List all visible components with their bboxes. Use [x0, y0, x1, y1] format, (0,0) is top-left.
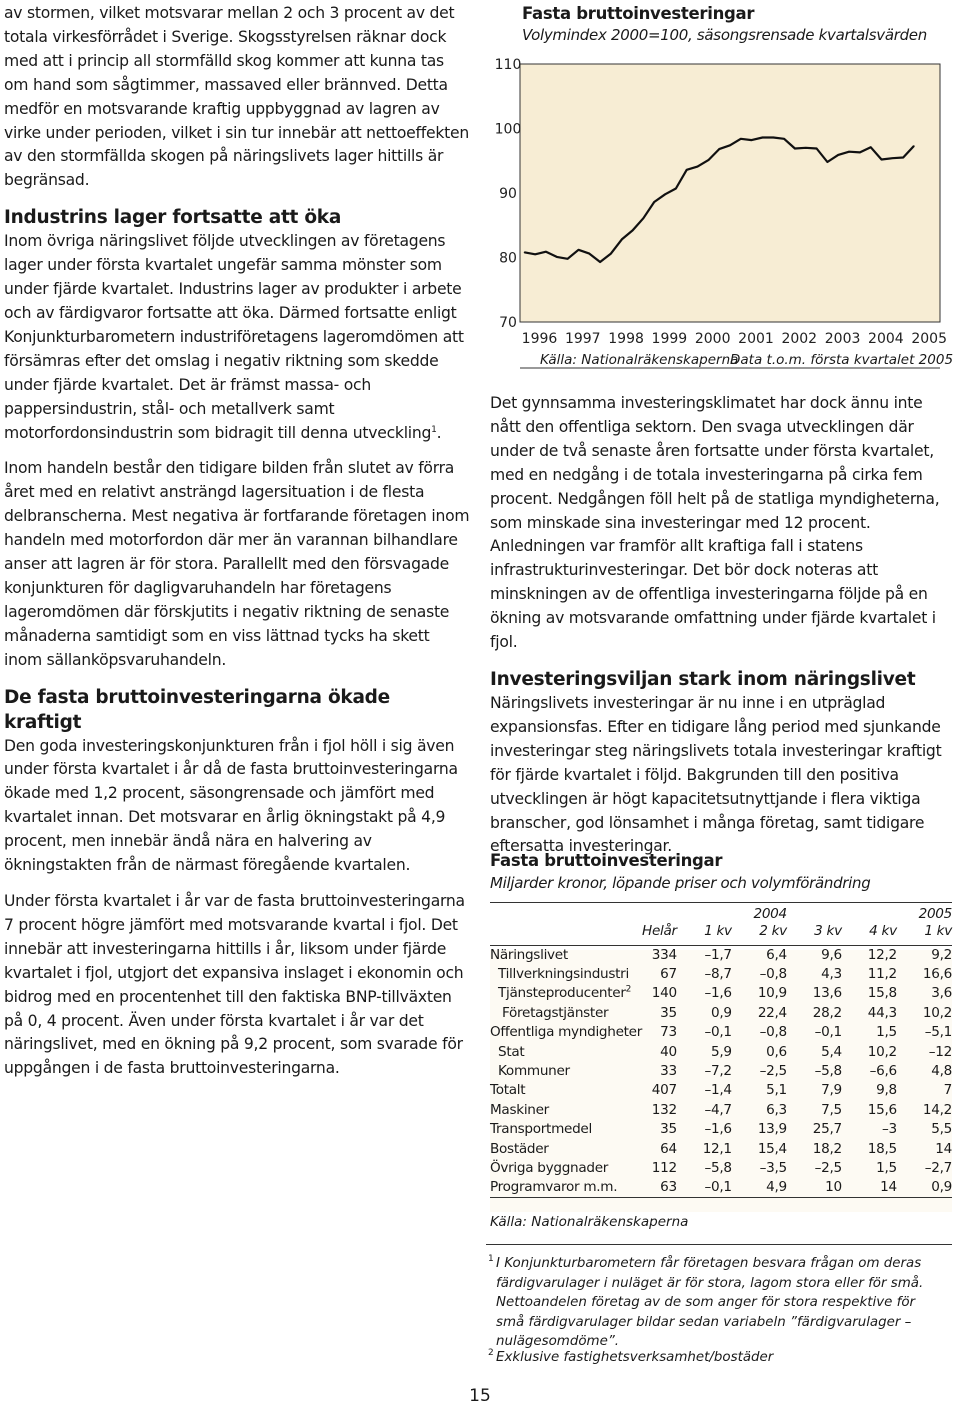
table-cell: 18,2: [812, 1140, 842, 1157]
table-cell: 44,3: [867, 1004, 897, 1021]
chart-point: [751, 140, 752, 141]
table-cell: 0,9: [711, 1004, 732, 1021]
table-cell: –2,5: [814, 1159, 842, 1176]
chart-data-note: Data t.o.m. första kvartalet 2005: [730, 352, 954, 368]
table-row-label-text: Övriga byggnader: [490, 1159, 609, 1176]
table-row-label: [490, 1158, 642, 1177]
table-cell: 10,9: [757, 985, 787, 1002]
table-cell: 334: [651, 946, 677, 963]
chart-point: [621, 239, 622, 240]
table-cell: 40: [660, 1043, 677, 1060]
table-cell: –1,6: [704, 1121, 732, 1138]
table-header-q2-2004: 2 kv: [732, 923, 787, 945]
chart-point: [524, 252, 525, 253]
table-row: [490, 964, 952, 983]
heading-fixed-investment: De fasta bruttoinvesteringarna ökade kraftigt: [4, 686, 390, 733]
table-row-label-text: Tillverkningsindustri: [498, 966, 629, 983]
table-title: Fasta bruttoinvesteringar: [490, 851, 723, 870]
table-row-label: [490, 945, 642, 964]
chart-x-tick-label: 1998: [608, 331, 644, 347]
table-cell: 12,1: [702, 1140, 732, 1157]
table-row-label-text: Maskiner: [490, 1101, 549, 1118]
chart-x-tick-label: 2005: [911, 331, 947, 347]
chart-point: [892, 158, 893, 159]
investment-table: [490, 904, 952, 1198]
table-cell: 13,6: [812, 985, 842, 1002]
table-cell: 10,2: [922, 1004, 952, 1021]
table-cell: 112: [651, 1159, 677, 1176]
table-cell: 7: [943, 1082, 952, 1099]
table-row: [490, 1061, 952, 1080]
table-year-2004: 2004: [753, 905, 787, 922]
chart-title: Fasta bruttoinvesteringar: [522, 4, 755, 23]
chart-point: [632, 230, 633, 231]
table-cell: 22,4: [757, 1004, 787, 1021]
table-cell: –0,1: [677, 1178, 732, 1197]
table-cell: 3,6: [931, 985, 952, 1002]
paragraph-investment-yoy: Under första kvartalet i år var de fasta bruttoinvesteringarna 7 procent högre jämfört med motsvarande kvartal i fjol. Det innebär att investeringarna hittills i år, liksom under fjärde kvartalet i fjol, utgjort det expansiva inslaget i ekonomin och bidrog med en procentenhet till den faktiska BNP-tillväxten på 0, 4 procent. Även under första kvartalet i år var det näringslivet, med en ökning på 9,2 procent, som svarade för uppgången i de fasta bruttoinvesteringarna.: [4, 892, 465, 1078]
table-year-row: [490, 904, 952, 923]
chart-point: [740, 138, 741, 139]
paragraph-business-investment: Näringslivets investeringar är nu inne i en utpräglad expansionsfas. Efter en tidigare lång period med sjunkande investeringar steg näringslivets totala investeringar kraftigt för fjärde kvartalet i följd. Bakgrunden till den positiva utvecklingen är högt kapacitetsutnyttjande i flera viktiga branscher, god lönsamhet i många företag, samt tidigare eftersatta investeringar.: [490, 693, 942, 856]
footnote-1-text: I Konjunkturbarometern får företagen besvara frågan om deras färdigvarulager i nuläget är för stora, lagom stora eller för små. Nettoandelen företag av de som anger för stora respektive för små färdigvarulager bildar sedan variabeln ”färdigvarulager – nulägesomdöme”.: [496, 1256, 924, 1350]
chart-point: [729, 145, 730, 146]
table-cell: 10,2: [867, 1043, 897, 1060]
table-row-label: [490, 1120, 642, 1139]
table-cell: 73: [660, 1024, 677, 1041]
table-row-label: [490, 964, 642, 983]
table-cell: –1,4: [704, 1082, 732, 1099]
table-row-label-text: Tjänsteproducenter: [498, 985, 626, 1002]
table-row-label-text: Kommuner: [498, 1063, 570, 1080]
table-cell: 5,1: [766, 1082, 787, 1099]
chart-plot: [486, 0, 956, 380]
chart-y-tick-label: 70: [499, 315, 517, 331]
table-cell: 64: [660, 1140, 677, 1157]
table-cell: 16,6: [922, 966, 952, 983]
paragraph-public-sector: Det gynnsamma investeringsklimatet har dock ännu inte nått den offentliga sektorn. Den svaga utvecklingen där under de två senaste åren fortsatte under första kvartalet, med en nedgång i de totala investeringarna på cirka fem procent. Nedgången föll helt på de statliga myndigheterna, som minskade sina investeringar med 12 procent. Anledningen var framför allt kraftiga fall i statens infrastrukturinvesteringar. Det bör dock noteras att minskningen av de offentliga investeringarna följde på en ökning av motsvarande omfattning under fjärde kvartalet i fjol.: [490, 394, 940, 652]
chart-x-tick-label: 1997: [564, 331, 601, 347]
chart-point: [675, 188, 676, 189]
table-year-2005: 2005: [918, 905, 952, 922]
chart-point: [610, 253, 611, 254]
chart-y-tick-label: 110: [494, 57, 522, 73]
table-cell: –12: [928, 1043, 952, 1060]
table-cell: 35: [660, 1121, 677, 1138]
paragraph-industry-stocks-end: .: [436, 423, 442, 442]
table-row: [490, 1178, 952, 1197]
chart-x-tick-label: 2002: [781, 331, 818, 347]
chart-point: [643, 218, 644, 219]
table-row: [490, 1081, 952, 1100]
footnote-1: [488, 1254, 940, 1352]
chart-point: [567, 258, 568, 259]
chart-y-tick-label: 90: [499, 186, 517, 202]
chart-point: [697, 166, 698, 167]
table-header-q1-2005: 1 kv: [897, 923, 952, 945]
chart-plot-area: [520, 64, 940, 322]
chart-point: [881, 159, 882, 160]
table-cell: –4,7: [704, 1101, 732, 1118]
table-cell: –0,1: [814, 1024, 842, 1041]
table-cell: –2,7: [924, 1159, 952, 1176]
table-header-full-year: Helår: [642, 923, 677, 945]
table-cell: 9,6: [821, 946, 842, 963]
table-cell: 25,7: [812, 1121, 842, 1138]
paragraph-trade: Inom handeln består den tidigare bilden från slutet av förra året med en relativt ansträngd lagersituation i de flesta delbranscherna. Mest negativa är fortfarande företagen inom handeln med motorfordon där mer än varannan bilhandlare anser att lagren är för stora. Parallellt med den försvagade konjunkturen för dagligvaruhandeln har företagens lageromdömen där förskjutits i negativ riktning de senaste månaderna samtidigt som en viss lättnad tycks ha skett inom sällanköpsvaruhandeln.: [4, 459, 470, 669]
table-row: [490, 1139, 952, 1158]
table-cell: 15,8: [867, 985, 897, 1002]
table-cell: –0,1: [704, 1024, 732, 1041]
chart-point: [827, 161, 828, 162]
paragraph-investment-q1: Den goda investeringskonjunkturen från i fjol höll i sig även under första kvartalet i år då de fasta bruttoinvesteringarna ökade med 1,2 procent, säsongrensade och jämfört med kvartalet innan. Det motsvarar en årlig ökningstakt på 4,9 procent, men innebär ändå nära en halvering av ökningstakten från de närmast föregående kvartalen.: [4, 736, 458, 875]
chart-point: [686, 169, 687, 170]
chart-x-tick-label: 2000: [694, 331, 731, 347]
table-cell: 5,9: [711, 1043, 732, 1060]
table-cell: 407: [651, 1082, 677, 1099]
chart-point: [762, 137, 763, 138]
table-cell: 10: [787, 1178, 842, 1197]
table-cell: 9,8: [876, 1082, 897, 1099]
table-row-label: [490, 984, 642, 1003]
chart-point: [773, 137, 774, 138]
chart-point: [664, 194, 665, 195]
chart-point: [556, 256, 557, 257]
table-top-rule: [490, 902, 952, 903]
table-header-row: [490, 923, 952, 945]
table-cell: 13,9: [757, 1121, 787, 1138]
investment-chart: [486, 0, 956, 380]
table-row-label: [490, 1100, 642, 1119]
table-header-q4-2004: 4 kv: [842, 923, 897, 945]
table-row: [490, 1158, 952, 1177]
page-number: 15: [469, 1386, 491, 1406]
paragraph-storm: av stormen, vilket motsvarar mellan 2 och 3 procent av det totala virkesförrådet i Sverige. Skogsstyrelsen räknar dock med att i princip all stormfälld skog kommer att kunna tas om hand som sågtimmer, massaved eller brännved. Detta medför en motsvarande kraftig uppbyggnad av lagren av virke under perioden, vilket i sin tur innebär att nettoeffekten av den stormfällda skogen på näringslivets lager hittills är begränsad.: [4, 4, 469, 190]
chart-point: [816, 148, 817, 149]
left-column: [4, 2, 470, 1093]
chart-point: [859, 152, 860, 153]
table-cell: 6,3: [766, 1101, 787, 1118]
table-cell: 63: [642, 1178, 677, 1197]
chart-point: [600, 261, 601, 262]
table-cell: 132: [651, 1101, 677, 1118]
chart-y-tick-label: 80: [499, 250, 517, 267]
table-cell: 15,6: [867, 1101, 897, 1118]
table-row: [490, 1120, 952, 1139]
table-cell: –0,8: [759, 966, 787, 983]
table-row: [490, 984, 952, 1003]
table-cell: 18,5: [867, 1140, 897, 1157]
table-row-label-text: Stat: [498, 1043, 525, 1060]
table-cell: 1,5: [876, 1024, 897, 1041]
table-row-label: [490, 1023, 642, 1042]
table-cell: –5,8: [814, 1063, 842, 1080]
paragraph-industry-stocks: [4, 230, 470, 445]
table-cell: –7,2: [704, 1063, 732, 1080]
chart-point: [913, 145, 914, 146]
table-row-label-text: Företagstjänster: [502, 1004, 609, 1021]
chart-point: [838, 154, 839, 155]
table-cell: –1,6: [704, 985, 732, 1002]
table-row-label: [490, 1061, 642, 1080]
table-cell: 4,3: [821, 966, 842, 983]
table-cell: 9,2: [931, 946, 952, 963]
chart-point: [805, 147, 806, 148]
footnote-2-text: Exklusive fastighetsverksamhet/bostäder: [496, 1350, 774, 1365]
table-row-label: [490, 1178, 642, 1197]
right-column: [490, 392, 952, 859]
chart-point: [535, 254, 536, 255]
chart-y-tick-label: 100: [494, 121, 522, 138]
table-row: [490, 1023, 952, 1042]
table-body: [490, 945, 952, 1197]
table-cell: 33: [660, 1063, 677, 1080]
table-cell: 7,9: [821, 1082, 842, 1099]
table-cell: 15,4: [757, 1140, 787, 1157]
paragraph-industry-stocks-text: Inom övriga näringslivet följde utvecklingen av företagens lager under första kvartalet ungefär samma mönster som under fjärde kvartalet. Industrins lager av produkter i arbete och av färdigvaror fortsatte att öka. Därmed fortsatte enligt Konjunkturbarometern industriföretagens lageromdömen att försämras efter det omslag i negativ riktning som skedde under fjärde kvartalet. Det är främst massa- och pappersindustrin, stål- och metallverk samt motorfordonsindustrin som bidragit till denna utveckling: [4, 232, 464, 442]
chart-source: Källa: Nationalräkenskaperna: [540, 352, 739, 368]
table-row-label-text: Bostäder: [490, 1140, 549, 1157]
table-row-label-text: Programvaror m.m.: [490, 1179, 618, 1196]
table-cell: –6,6: [869, 1063, 897, 1080]
table-row-label: [490, 1042, 642, 1061]
table-row: [490, 945, 952, 964]
table-cell: 67: [660, 966, 677, 983]
footnote-ref-1: 1: [431, 424, 437, 435]
chart-x-tick-label: 2004: [868, 331, 904, 347]
table-cell: 14: [935, 1140, 952, 1157]
table-row-footnote-ref: 2: [625, 984, 632, 995]
table-subtitle: Miljarder kronor, löpande priser och volymförändring: [490, 874, 871, 892]
table-cell: 28,2: [812, 1004, 842, 1021]
chart-subtitle: Volymindex 2000=100, säsongsrensade kvartalsvärden: [522, 26, 927, 44]
chart-point: [719, 149, 720, 150]
table-cell: 14: [842, 1178, 897, 1197]
table-cell: 12,2: [867, 946, 897, 963]
chart-x-tick-label: 1999: [651, 331, 688, 347]
footnote-2: [488, 1348, 940, 1368]
chart-x-tick-label: 1996: [521, 331, 558, 347]
table-cell: 11,2: [867, 966, 897, 983]
table-cell: –3: [881, 1121, 897, 1138]
chart-x-tick-label: 2003: [824, 331, 861, 347]
heading-industry-stocks: Industrins lager fortsatte att öka: [4, 207, 342, 229]
table-row-label-text: Transportmedel: [490, 1121, 592, 1138]
table-cell: 0,6: [766, 1043, 787, 1060]
table-cell: 140: [651, 985, 677, 1002]
chart-point: [870, 147, 871, 148]
table-cell: –5,1: [924, 1024, 952, 1041]
table-header-q1-2004: 1 kv: [677, 923, 732, 945]
table-row: [490, 1100, 952, 1119]
table-cell: 5,4: [821, 1043, 842, 1060]
table-source: Källa: Nationalräkenskaperna: [490, 1214, 689, 1230]
chart-point: [589, 253, 590, 254]
table-cell: 14,2: [922, 1101, 952, 1118]
table-row-label: [490, 1139, 642, 1158]
chart-point: [578, 249, 579, 250]
footnote-2-number: 2: [488, 1348, 494, 1358]
table-row-label: [490, 1081, 642, 1100]
footnote-1-number: 1: [488, 1254, 494, 1264]
chart-point: [784, 138, 785, 139]
heading-business-investment: Investeringsviljan stark inom näringslivet: [490, 668, 916, 690]
table-row: [490, 1042, 952, 1061]
chart-point: [545, 251, 546, 252]
footnote-rule: [486, 1244, 952, 1245]
chart-point: [848, 151, 849, 152]
table-cell: –1,7: [704, 946, 732, 963]
chart-point: [654, 201, 655, 202]
table-row-label-text: Näringslivet: [490, 946, 568, 963]
table-cell: 4,8: [931, 1063, 952, 1080]
table-row: [490, 1003, 952, 1022]
table-row-label-text: Totalt: [490, 1082, 526, 1099]
table-cell: –3,5: [759, 1159, 787, 1176]
table-header-q3-2004: 3 kv: [787, 923, 842, 945]
table-row-label-text: Offentliga myndigheter: [490, 1024, 643, 1041]
table-cell: 4,9: [732, 1178, 787, 1197]
table-cell: 5,5: [931, 1121, 952, 1138]
chart-x-tick-label: 2001: [738, 331, 774, 347]
table-cell: 6,4: [766, 946, 787, 963]
chart-point: [794, 148, 795, 149]
table-cell: 7,5: [821, 1101, 842, 1118]
table-cell: –2,5: [759, 1063, 787, 1080]
chart-point: [903, 157, 904, 158]
table-cell: –5,8: [704, 1159, 732, 1176]
table-cell: –8,7: [704, 966, 732, 983]
table-cell: 1,5: [876, 1159, 897, 1176]
table-cell: 35: [660, 1004, 677, 1021]
chart-point: [708, 160, 709, 161]
table-row-label: [490, 1003, 642, 1022]
table-cell: 0,9: [897, 1178, 952, 1197]
table-cell: –0,8: [759, 1024, 787, 1041]
